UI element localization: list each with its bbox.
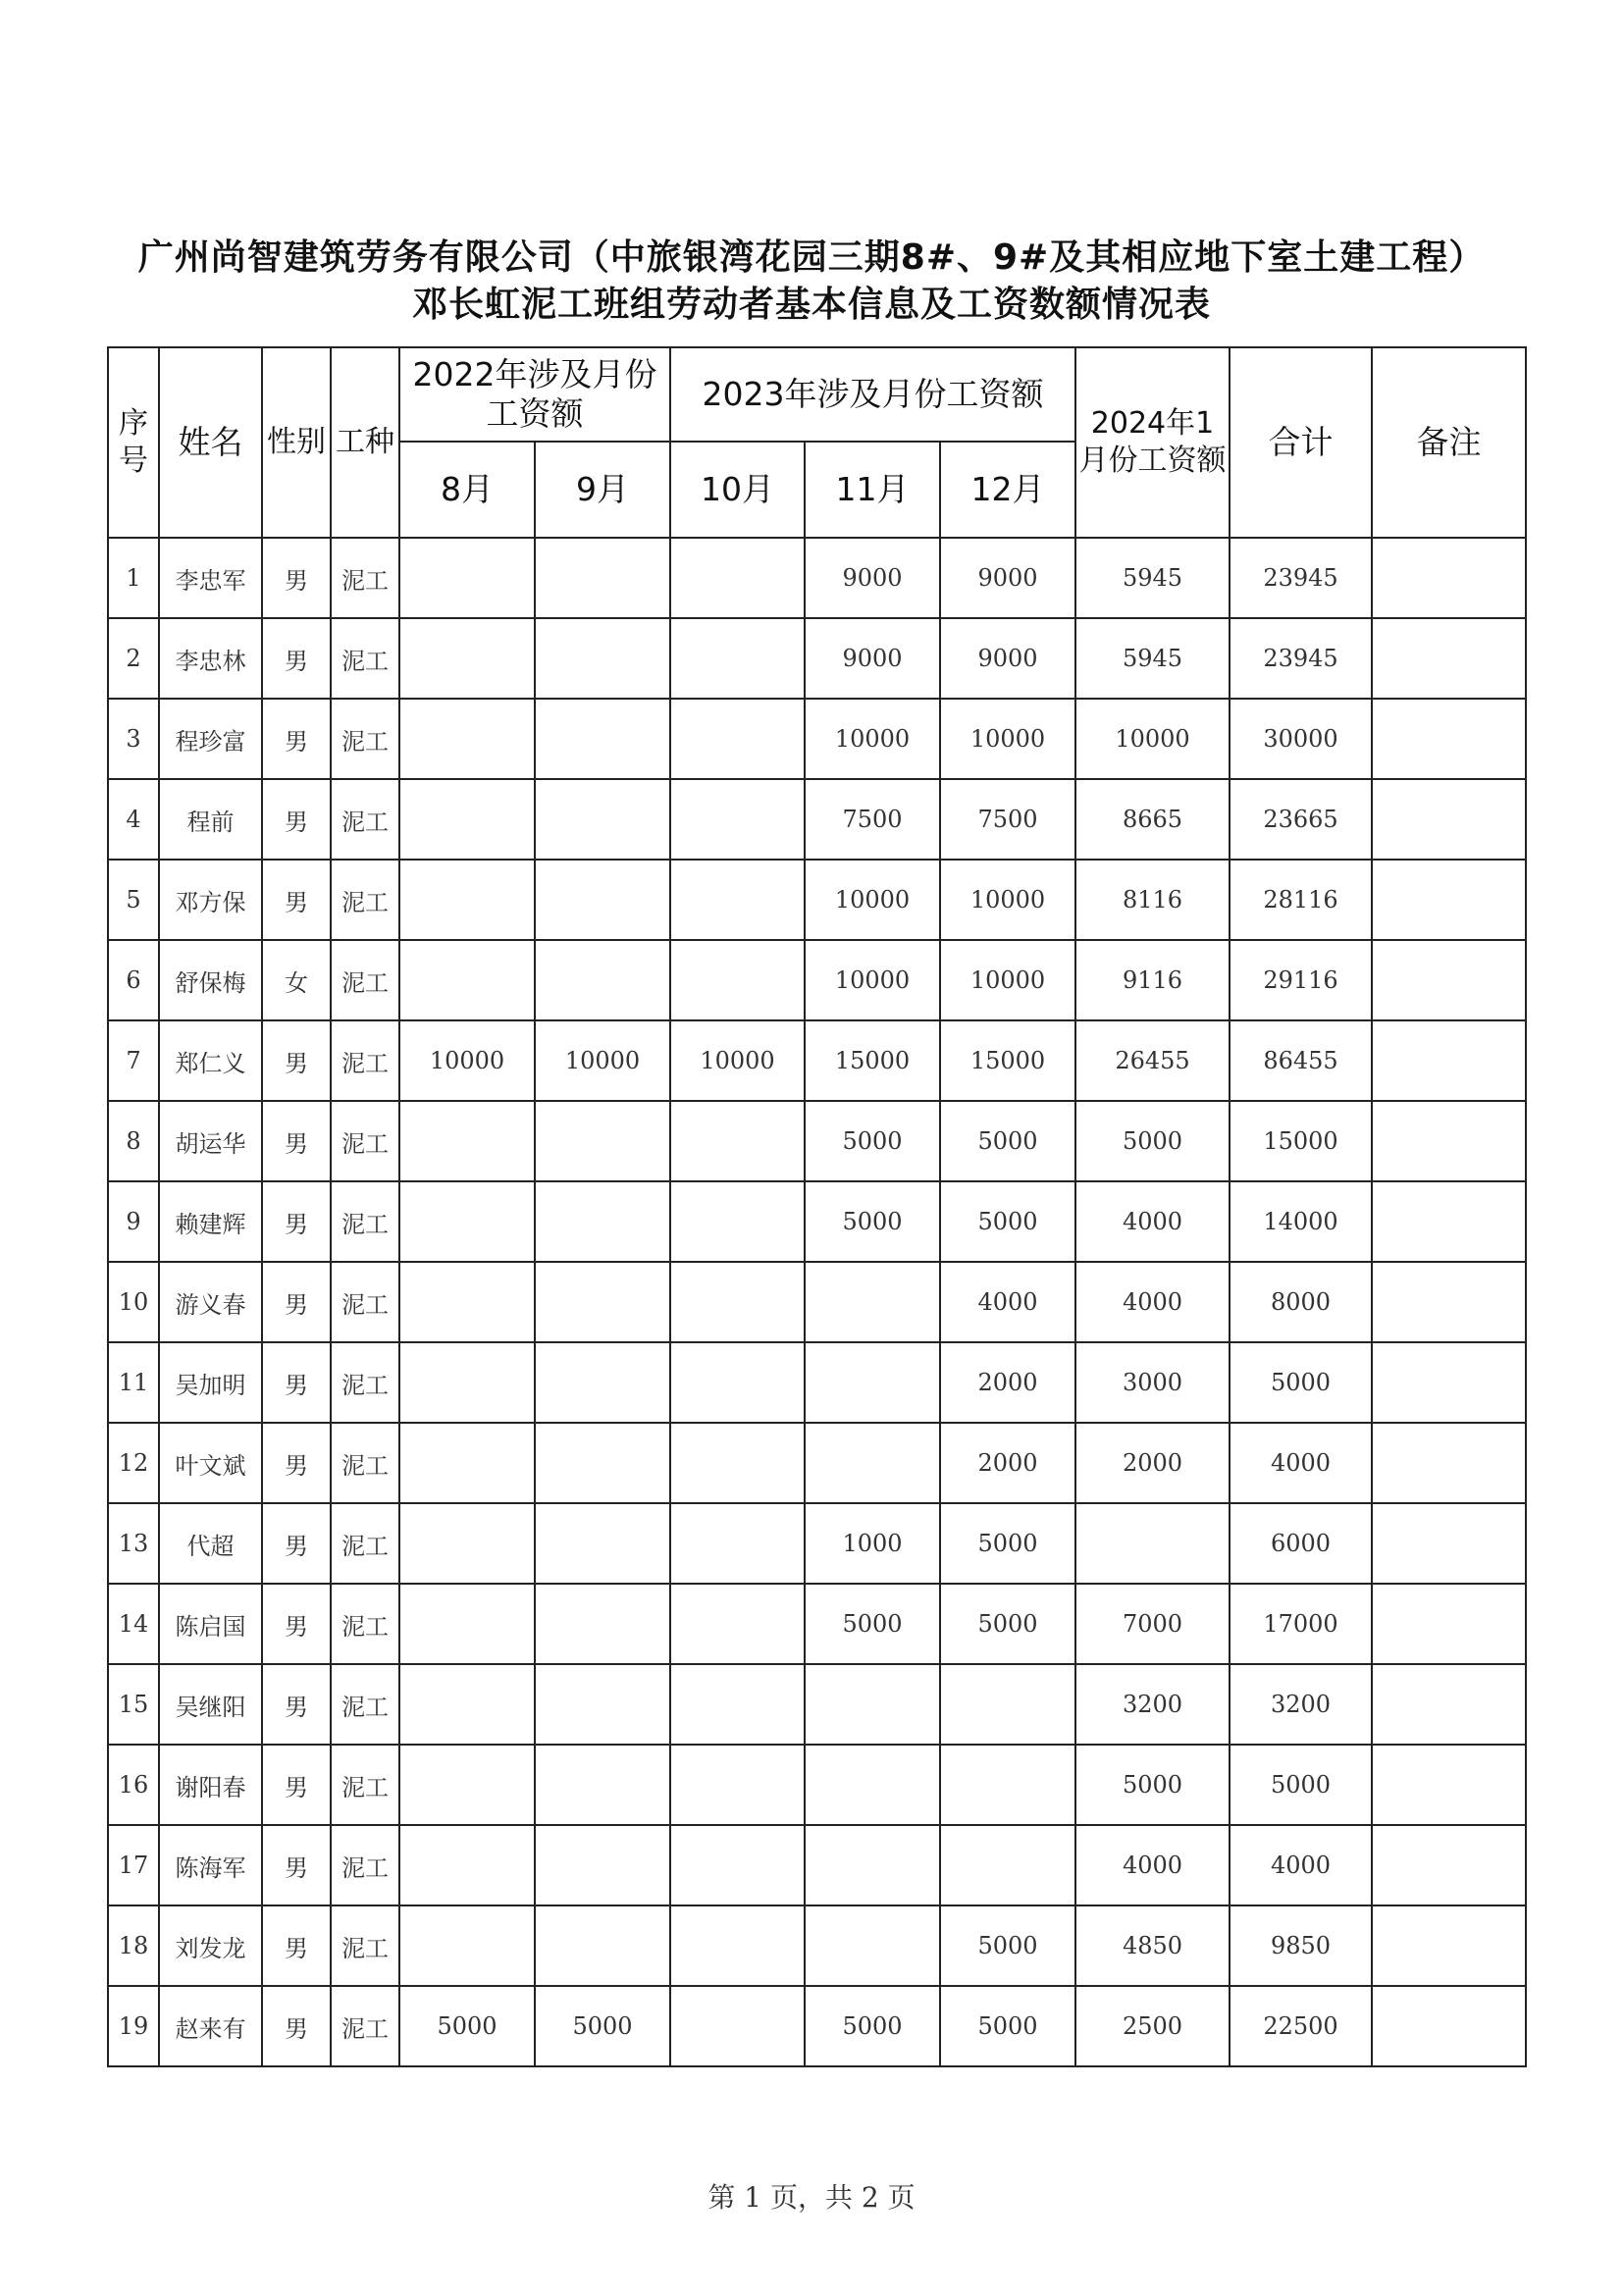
nov-2023-cell	[805, 1664, 940, 1745]
sep-2022-cell: 5000	[535, 1986, 670, 2066]
trade-cell: 泥工	[331, 1020, 399, 1101]
header-month-aug: 8月	[399, 442, 535, 538]
table-row	[108, 940, 1526, 1020]
seq-cell: 15	[108, 1664, 159, 1745]
sep-2022-cell	[535, 618, 670, 699]
trade-cell: 泥工	[331, 1503, 399, 1584]
gender-cell: 男	[262, 1664, 331, 1745]
sep-2022-cell	[535, 1905, 670, 1986]
oct-2023-cell	[670, 1342, 805, 1423]
seq-cell: 11	[108, 1342, 159, 1423]
jan-2024-cell: 5000	[1075, 1745, 1230, 1825]
header-gender: 性别	[262, 347, 331, 538]
header-seq: 序号	[108, 347, 159, 538]
sep-2022-cell	[535, 699, 670, 779]
oct-2023-cell	[670, 699, 805, 779]
gender-cell: 男	[262, 1262, 331, 1342]
name-cell: 吴继阳	[159, 1664, 262, 1745]
aug-2022-cell	[399, 699, 535, 779]
remark-cell	[1372, 1181, 1526, 1262]
dec-2023-cell: 9000	[940, 538, 1075, 618]
sep-2022-cell	[535, 1423, 670, 1503]
total-cell: 17000	[1230, 1584, 1372, 1664]
dec-2023-cell: 5000	[940, 1101, 1075, 1181]
aug-2022-cell	[399, 779, 535, 860]
nov-2023-cell: 9000	[805, 538, 940, 618]
oct-2023-cell	[670, 860, 805, 940]
sep-2022-cell	[535, 1745, 670, 1825]
sep-2022-cell	[535, 779, 670, 860]
table-row	[108, 1745, 1526, 1825]
sep-2022-cell	[535, 1262, 670, 1342]
name-cell: 谢阳春	[159, 1745, 262, 1825]
jan-2024-cell: 10000	[1075, 699, 1230, 779]
aug-2022-cell	[399, 860, 535, 940]
dec-2023-cell: 4000	[940, 1262, 1075, 1342]
name-cell: 胡运华	[159, 1101, 262, 1181]
gender-cell: 男	[262, 1503, 331, 1584]
total-cell: 23945	[1230, 538, 1372, 618]
trade-cell: 泥工	[331, 860, 399, 940]
aug-2022-cell: 10000	[399, 1020, 535, 1101]
jan-2024-cell: 5945	[1075, 538, 1230, 618]
remark-cell	[1372, 779, 1526, 860]
oct-2023-cell	[670, 1905, 805, 1986]
remark-cell	[1372, 940, 1526, 1020]
seq-cell: 5	[108, 860, 159, 940]
dec-2023-cell: 7500	[940, 779, 1075, 860]
name-cell: 郑仁义	[159, 1020, 262, 1101]
seq-cell: 9	[108, 1181, 159, 1262]
remark-cell	[1372, 1905, 1526, 1986]
jan-2024-cell: 2000	[1075, 1423, 1230, 1503]
total-cell: 5000	[1230, 1342, 1372, 1423]
trade-cell: 泥工	[331, 1101, 399, 1181]
oct-2023-cell	[670, 1825, 805, 1905]
oct-2023-cell	[670, 1986, 805, 2066]
nov-2023-cell	[805, 1262, 940, 1342]
header-month-dec: 12月	[940, 442, 1075, 538]
nov-2023-cell: 10000	[805, 699, 940, 779]
gender-cell: 男	[262, 860, 331, 940]
jan-2024-cell: 3000	[1075, 1342, 1230, 1423]
name-cell: 陈海军	[159, 1825, 262, 1905]
seq-cell: 18	[108, 1905, 159, 1986]
total-cell: 3200	[1230, 1664, 1372, 1745]
dec-2023-cell: 5000	[940, 1181, 1075, 1262]
oct-2023-cell	[670, 1664, 805, 1745]
jan-2024-cell: 26455	[1075, 1020, 1230, 1101]
nov-2023-cell	[805, 1342, 940, 1423]
aug-2022-cell	[399, 1664, 535, 1745]
nov-2023-cell	[805, 1745, 940, 1825]
name-cell: 舒保梅	[159, 940, 262, 1020]
gender-cell: 男	[262, 1825, 331, 1905]
header-group-2022: 2022年涉及月份工资额	[399, 347, 670, 442]
gender-cell: 男	[262, 699, 331, 779]
trade-cell: 泥工	[331, 538, 399, 618]
remark-cell	[1372, 1262, 1526, 1342]
document-title-line2: 邓长虹泥工班组劳动者基本信息及工资数额情况表	[411, 285, 1211, 325]
header-month-nov: 11月	[805, 442, 940, 538]
total-cell: 14000	[1230, 1181, 1372, 1262]
aug-2022-cell	[399, 1181, 535, 1262]
wage-table	[107, 346, 1527, 2067]
header-total: 合计	[1230, 347, 1372, 538]
name-cell: 邓方保	[159, 860, 262, 940]
gender-cell: 男	[262, 1423, 331, 1503]
remark-cell	[1372, 1745, 1526, 1825]
total-cell: 23665	[1230, 779, 1372, 860]
name-cell: 程珍富	[159, 699, 262, 779]
remark-cell	[1372, 1020, 1526, 1101]
table-body	[108, 538, 1526, 2066]
trade-cell: 泥工	[331, 1664, 399, 1745]
table-row	[108, 1825, 1526, 1905]
table-row	[108, 1101, 1526, 1181]
total-cell: 5000	[1230, 1745, 1372, 1825]
table-row	[108, 1262, 1526, 1342]
aug-2022-cell	[399, 1825, 535, 1905]
total-cell: 8000	[1230, 1262, 1372, 1342]
aug-2022-cell: 5000	[399, 1986, 535, 2066]
aug-2022-cell	[399, 618, 535, 699]
seq-cell: 3	[108, 699, 159, 779]
table-row	[108, 538, 1526, 618]
oct-2023-cell	[670, 538, 805, 618]
nov-2023-cell: 9000	[805, 618, 940, 699]
trade-cell: 泥工	[331, 699, 399, 779]
nov-2023-cell: 5000	[805, 1986, 940, 2066]
nov-2023-cell: 10000	[805, 940, 940, 1020]
sep-2022-cell	[535, 538, 670, 618]
table-row	[108, 1664, 1526, 1745]
seq-cell: 13	[108, 1503, 159, 1584]
jan-2024-cell: 2500	[1075, 1986, 1230, 2066]
sep-2022-cell	[535, 860, 670, 940]
sep-2022-cell	[535, 1664, 670, 1745]
header-group-2023: 2023年涉及月份工资额	[670, 347, 1075, 442]
sep-2022-cell: 10000	[535, 1020, 670, 1101]
table-row	[108, 1905, 1526, 1986]
remark-cell	[1372, 538, 1526, 618]
remark-cell	[1372, 860, 1526, 940]
nov-2023-cell	[805, 1905, 940, 1986]
sep-2022-cell	[535, 1825, 670, 1905]
total-cell: 4000	[1230, 1423, 1372, 1503]
dec-2023-cell: 5000	[940, 1503, 1075, 1584]
page-footer: 第 1 页，共 2 页	[707, 2181, 916, 2214]
nov-2023-cell: 15000	[805, 1020, 940, 1101]
jan-2024-cell: 7000	[1075, 1584, 1230, 1664]
remark-cell	[1372, 1825, 1526, 1905]
name-cell: 李忠军	[159, 538, 262, 618]
oct-2023-cell	[670, 940, 805, 1020]
trade-cell: 泥工	[331, 1986, 399, 2066]
jan-2024-cell: 4000	[1075, 1262, 1230, 1342]
trade-cell: 泥工	[331, 1342, 399, 1423]
gender-cell: 男	[262, 1101, 331, 1181]
aug-2022-cell	[399, 1745, 535, 1825]
name-cell: 陈启国	[159, 1584, 262, 1664]
seq-cell: 4	[108, 779, 159, 860]
seq-cell: 19	[108, 1986, 159, 2066]
nov-2023-cell	[805, 1825, 940, 1905]
name-cell: 赵来有	[159, 1986, 262, 2066]
jan-2024-cell: 4000	[1075, 1825, 1230, 1905]
trade-cell: 泥工	[331, 1584, 399, 1664]
total-cell: 28116	[1230, 860, 1372, 940]
jan-2024-cell: 8116	[1075, 860, 1230, 940]
table-row	[108, 618, 1526, 699]
aug-2022-cell	[399, 1584, 535, 1664]
seq-cell: 14	[108, 1584, 159, 1664]
jan-2024-cell: 4000	[1075, 1181, 1230, 1262]
total-cell: 22500	[1230, 1986, 1372, 2066]
aug-2022-cell	[399, 538, 535, 618]
seq-cell: 12	[108, 1423, 159, 1503]
sep-2022-cell	[535, 1584, 670, 1664]
seq-cell: 17	[108, 1825, 159, 1905]
table-row	[108, 1020, 1526, 1101]
dec-2023-cell: 15000	[940, 1020, 1075, 1101]
total-cell: 15000	[1230, 1101, 1372, 1181]
table-row	[108, 1342, 1526, 1423]
remark-cell	[1372, 1101, 1526, 1181]
header-remark: 备注	[1372, 347, 1526, 538]
dec-2023-cell: 5000	[940, 1584, 1075, 1664]
remark-cell	[1372, 1664, 1526, 1745]
remark-cell	[1372, 1423, 1526, 1503]
oct-2023-cell	[670, 1745, 805, 1825]
oct-2023-cell: 10000	[670, 1020, 805, 1101]
table-row	[108, 1181, 1526, 1262]
aug-2022-cell	[399, 1905, 535, 1986]
gender-cell: 男	[262, 538, 331, 618]
header-trade: 工种	[331, 347, 399, 538]
total-cell: 23945	[1230, 618, 1372, 699]
total-cell: 9850	[1230, 1905, 1372, 1986]
seq-cell: 2	[108, 618, 159, 699]
aug-2022-cell	[399, 1342, 535, 1423]
dec-2023-cell	[940, 1745, 1075, 1825]
trade-cell: 泥工	[331, 1745, 399, 1825]
jan-2024-cell	[1075, 1503, 1230, 1584]
header-month-oct: 10月	[670, 442, 805, 538]
table-row	[108, 1986, 1526, 2066]
jan-2024-cell: 5000	[1075, 1101, 1230, 1181]
nov-2023-cell: 5000	[805, 1181, 940, 1262]
oct-2023-cell	[670, 779, 805, 860]
jan-2024-cell: 5945	[1075, 618, 1230, 699]
name-cell: 程前	[159, 779, 262, 860]
table-row	[108, 699, 1526, 779]
gender-cell: 男	[262, 1905, 331, 1986]
total-cell: 6000	[1230, 1503, 1372, 1584]
seq-cell: 10	[108, 1262, 159, 1342]
gender-cell: 男	[262, 1745, 331, 1825]
table-row	[108, 1584, 1526, 1664]
oct-2023-cell	[670, 1423, 805, 1503]
name-cell: 游义春	[159, 1262, 262, 1342]
remark-cell	[1372, 699, 1526, 779]
gender-cell: 男	[262, 618, 331, 699]
aug-2022-cell	[399, 1503, 535, 1584]
aug-2022-cell	[399, 1423, 535, 1503]
total-cell: 29116	[1230, 940, 1372, 1020]
nov-2023-cell: 7500	[805, 779, 940, 860]
dec-2023-cell: 10000	[940, 940, 1075, 1020]
remark-cell	[1372, 1584, 1526, 1664]
seq-cell: 6	[108, 940, 159, 1020]
sep-2022-cell	[535, 1342, 670, 1423]
dec-2023-cell: 2000	[940, 1342, 1075, 1423]
jan-2024-cell: 9116	[1075, 940, 1230, 1020]
remark-cell	[1372, 1986, 1526, 2066]
trade-cell: 泥工	[331, 1423, 399, 1503]
name-cell: 叶文斌	[159, 1423, 262, 1503]
oct-2023-cell	[670, 1181, 805, 1262]
dec-2023-cell: 5000	[940, 1905, 1075, 1986]
table-row	[108, 860, 1526, 940]
dec-2023-cell: 10000	[940, 699, 1075, 779]
gender-cell: 男	[262, 1020, 331, 1101]
nov-2023-cell: 5000	[805, 1101, 940, 1181]
jan-2024-cell: 3200	[1075, 1664, 1230, 1745]
aug-2022-cell	[399, 1262, 535, 1342]
dec-2023-cell: 2000	[940, 1423, 1075, 1503]
oct-2023-cell	[670, 1503, 805, 1584]
table-row	[108, 1503, 1526, 1584]
oct-2023-cell	[670, 618, 805, 699]
trade-cell: 泥工	[331, 940, 399, 1020]
dec-2023-cell: 10000	[940, 860, 1075, 940]
nov-2023-cell: 5000	[805, 1584, 940, 1664]
header-month-sep: 9月	[535, 442, 670, 538]
sep-2022-cell	[535, 1181, 670, 1262]
trade-cell: 泥工	[331, 1825, 399, 1905]
name-cell: 赖建辉	[159, 1181, 262, 1262]
oct-2023-cell	[670, 1584, 805, 1664]
seq-cell: 8	[108, 1101, 159, 1181]
dec-2023-cell: 5000	[940, 1986, 1075, 2066]
aug-2022-cell	[399, 940, 535, 1020]
name-cell: 李忠林	[159, 618, 262, 699]
gender-cell: 男	[262, 1584, 331, 1664]
trade-cell: 泥工	[331, 1905, 399, 1986]
remark-cell	[1372, 618, 1526, 699]
nov-2023-cell	[805, 1423, 940, 1503]
trade-cell: 泥工	[331, 1181, 399, 1262]
remark-cell	[1372, 1342, 1526, 1423]
sep-2022-cell	[535, 1101, 670, 1181]
table-row	[108, 779, 1526, 860]
name-cell: 刘发龙	[159, 1905, 262, 1986]
document-title-line1: 广州尚智建筑劳务有限公司（中旅银湾花园三期8#、9#及其相应地下室土建工程）	[137, 237, 1486, 278]
total-cell: 86455	[1230, 1020, 1372, 1101]
gender-cell: 男	[262, 1342, 331, 1423]
dec-2023-cell: 9000	[940, 618, 1075, 699]
gender-cell: 女	[262, 940, 331, 1020]
dec-2023-cell	[940, 1664, 1075, 1745]
nov-2023-cell: 1000	[805, 1503, 940, 1584]
name-cell: 代超	[159, 1503, 262, 1584]
total-cell: 4000	[1230, 1825, 1372, 1905]
name-cell: 吴加明	[159, 1342, 262, 1423]
sep-2022-cell	[535, 1503, 670, 1584]
oct-2023-cell	[670, 1262, 805, 1342]
oct-2023-cell	[670, 1101, 805, 1181]
jan-2024-cell: 4850	[1075, 1905, 1230, 1986]
total-cell: 30000	[1230, 699, 1372, 779]
dec-2023-cell	[940, 1825, 1075, 1905]
sep-2022-cell	[535, 940, 670, 1020]
jan-2024-cell: 8665	[1075, 779, 1230, 860]
gender-cell: 男	[262, 1986, 331, 2066]
table-header	[108, 347, 1526, 538]
trade-cell: 泥工	[331, 618, 399, 699]
seq-cell: 7	[108, 1020, 159, 1101]
seq-cell: 16	[108, 1745, 159, 1825]
trade-cell: 泥工	[331, 1262, 399, 1342]
gender-cell: 男	[262, 779, 331, 860]
nov-2023-cell: 10000	[805, 860, 940, 940]
trade-cell: 泥工	[331, 779, 399, 860]
table-row	[108, 1423, 1526, 1503]
header-name: 姓名	[159, 347, 262, 538]
seq-cell: 1	[108, 538, 159, 618]
aug-2022-cell	[399, 1101, 535, 1181]
header-2024-jan: 2024年1月份工资额	[1075, 347, 1230, 538]
gender-cell: 男	[262, 1181, 331, 1262]
remark-cell	[1372, 1503, 1526, 1584]
